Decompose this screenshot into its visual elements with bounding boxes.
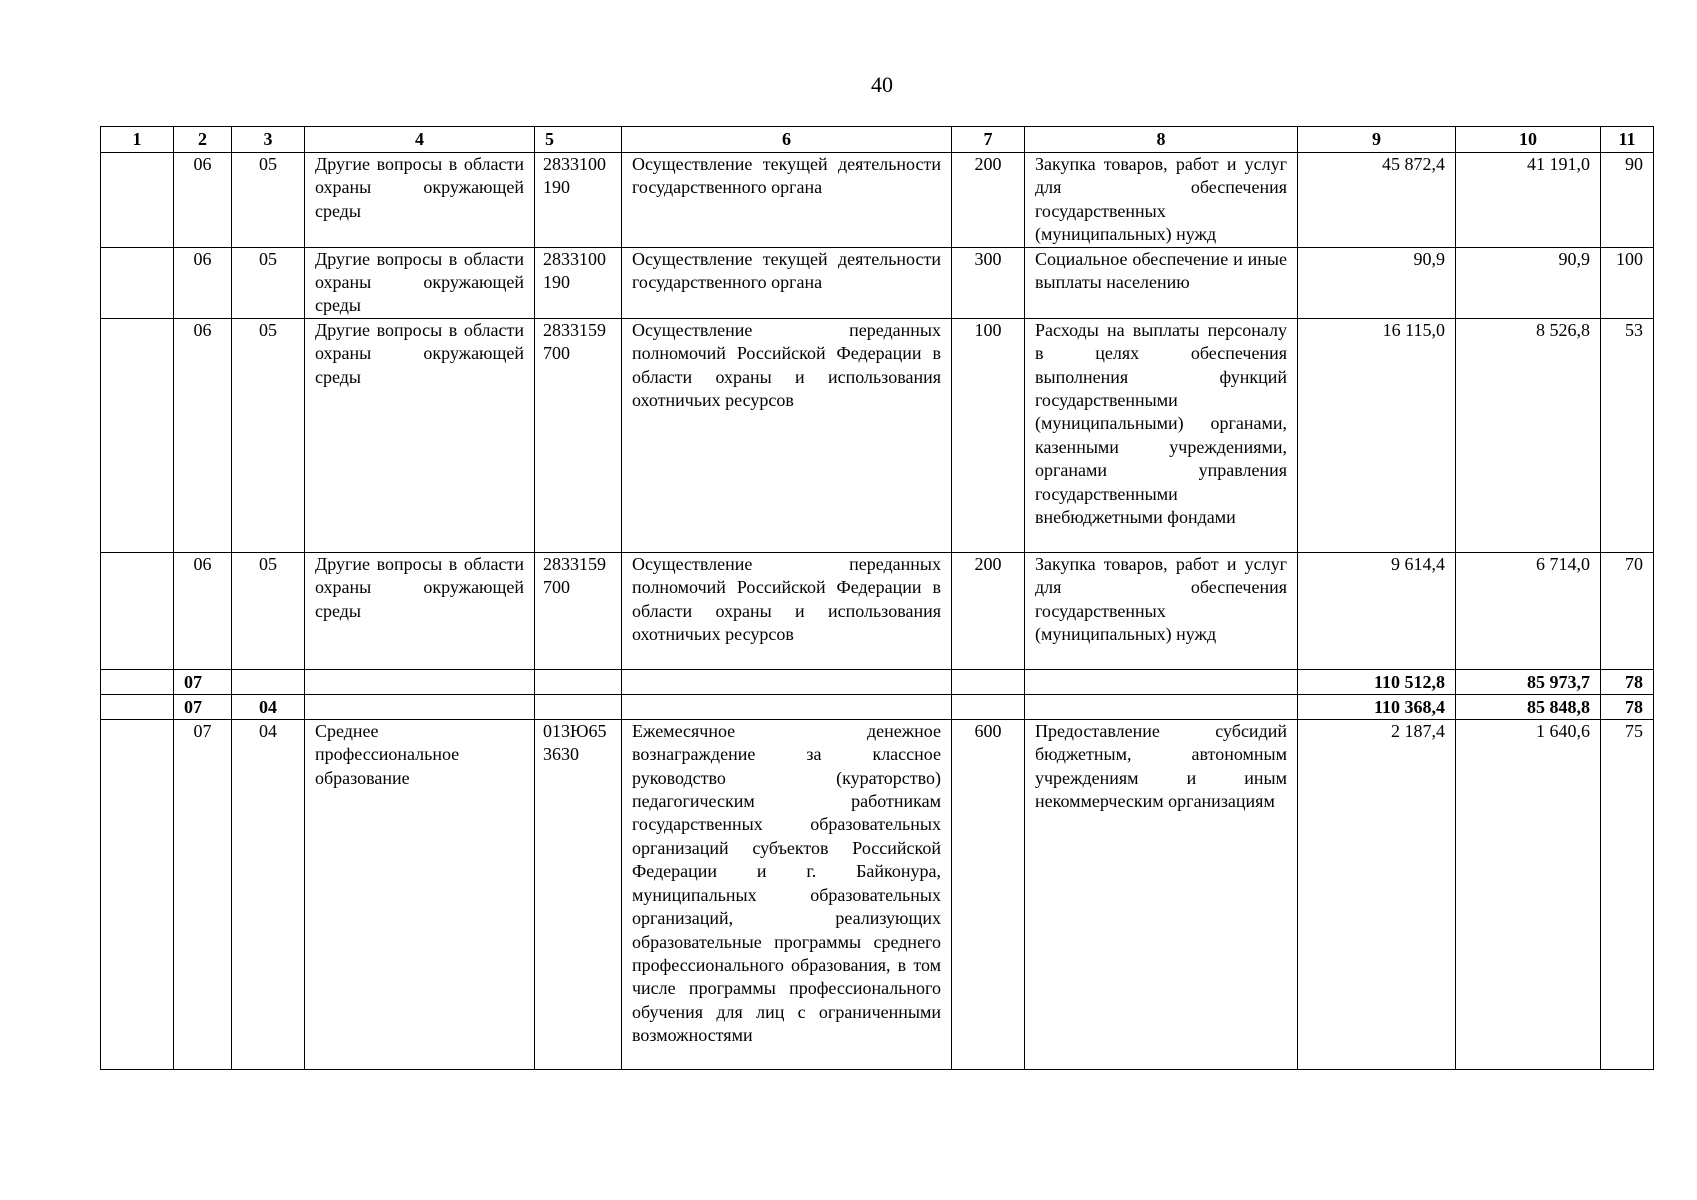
cell-subsection-name: Другие вопросы в области охраны окружающей среды: [305, 153, 535, 248]
cell-expense-type: [952, 669, 1025, 694]
cell-subsection-name: [305, 669, 535, 694]
cell-target-code: 2833100190: [535, 247, 622, 318]
table-row: [101, 719, 1654, 1069]
cell-subsection: 05: [232, 247, 305, 318]
cell-purpose: Осуществление текущей деятельности государственного органа: [622, 153, 952, 248]
cell-purpose: Осуществление переданных полномочий Российской Федерации в области охраны и использования охотничьих ресурсов: [622, 552, 952, 669]
table-row: [101, 318, 1654, 552]
cell-expense-name: [1025, 694, 1298, 719]
column-header: 1: [101, 127, 174, 153]
cell-planned: 110 368,4: [1298, 694, 1456, 719]
column-header: 10: [1456, 127, 1601, 153]
cell-purpose: Осуществление переданных полномочий Российской Федерации в области охраны и использования охотничьих ресурсов: [622, 318, 952, 552]
cell-percent: 78: [1601, 694, 1654, 719]
cell-col1: [101, 247, 174, 318]
cell-subsection-name: Среднее профессиональное образование: [305, 719, 535, 1069]
cell-purpose: [622, 669, 952, 694]
cell-col1: [101, 669, 174, 694]
cell-section: 07: [174, 694, 232, 719]
cell-percent: 90: [1601, 153, 1654, 248]
cell-col1: [101, 694, 174, 719]
cell-expense-type: 200: [952, 552, 1025, 669]
cell-section: 06: [174, 552, 232, 669]
column-header: 3: [232, 127, 305, 153]
cell-executed: 6 714,0: [1456, 552, 1601, 669]
cell-expense-type: 100: [952, 318, 1025, 552]
cell-planned: 110 512,8: [1298, 669, 1456, 694]
table-row: [101, 247, 1654, 318]
cell-executed: 85 848,8: [1456, 694, 1601, 719]
cell-expense-type: 600: [952, 719, 1025, 1069]
page-number: 40: [871, 72, 893, 97]
cell-planned: 2 187,4: [1298, 719, 1456, 1069]
cell-col1: [101, 719, 174, 1069]
cell-target-code: 2833159700: [535, 552, 622, 669]
cell-subsection-name: Другие вопросы в области охраны окружающей среды: [305, 552, 535, 669]
cell-expense-name: [1025, 669, 1298, 694]
cell-subsection-name: Другие вопросы в области охраны окружающей среды: [305, 247, 535, 318]
cell-purpose: [622, 694, 952, 719]
cell-executed: 8 526,8: [1456, 318, 1601, 552]
cell-section: 06: [174, 153, 232, 248]
cell-col1: [101, 318, 174, 552]
column-header: 7: [952, 127, 1025, 153]
cell-percent: 53: [1601, 318, 1654, 552]
cell-expense-type: 200: [952, 153, 1025, 248]
cell-subsection: 05: [232, 552, 305, 669]
column-header: 6: [622, 127, 952, 153]
cell-target-code: [535, 694, 622, 719]
cell-section: 07: [174, 669, 232, 694]
table-row: [101, 552, 1654, 669]
cell-target-code: [535, 669, 622, 694]
cell-purpose: Осуществление текущей деятельности государственного органа: [622, 247, 952, 318]
cell-col1: [101, 552, 174, 669]
cell-section: 07: [174, 719, 232, 1069]
cell-subsection: 04: [232, 719, 305, 1069]
cell-planned: 90,9: [1298, 247, 1456, 318]
cell-expense-name: Социальное обеспечение и иные выплаты населению: [1025, 247, 1298, 318]
subsection-total-row: [101, 694, 1654, 719]
column-header: 2: [174, 127, 232, 153]
cell-executed: 85 973,7: [1456, 669, 1601, 694]
cell-percent: 70: [1601, 552, 1654, 669]
cell-planned: 45 872,4: [1298, 153, 1456, 248]
cell-expense-name: Закупка товаров, работ и услуг для обеспечения государственных (муниципальных) нужд: [1025, 552, 1298, 669]
cell-expense-name: Предоставление субсидий бюджетным, автономным учреждениям и иным некоммерческим организациям: [1025, 719, 1298, 1069]
cell-expense-type: 300: [952, 247, 1025, 318]
cell-percent: 75: [1601, 719, 1654, 1069]
cell-section: 06: [174, 318, 232, 552]
column-header: 5: [535, 127, 622, 153]
cell-subsection: 04: [232, 694, 305, 719]
cell-percent: 78: [1601, 669, 1654, 694]
table-header-row: [101, 127, 1654, 153]
cell-section: 06: [174, 247, 232, 318]
cell-percent: 100: [1601, 247, 1654, 318]
cell-subsection: 05: [232, 153, 305, 248]
cell-purpose: Ежемесячное денежное вознаграждение за классное руководство (кураторство) педагогическим работникам государственных образовательных организаций субъектов Российской Федерации и г. Байконура, муниципальных образовательных организаций, реализующих образовательные программы среднего профессионального образования, в том числе программы профессионального обучения для лиц с ограниченными возможностями: [622, 719, 952, 1069]
table-row: [101, 153, 1654, 248]
cell-executed: 90,9: [1456, 247, 1601, 318]
column-header: 9: [1298, 127, 1456, 153]
cell-executed: 1 640,6: [1456, 719, 1601, 1069]
cell-subsection-name: Другие вопросы в области охраны окружающей среды: [305, 318, 535, 552]
cell-expense-type: [952, 694, 1025, 719]
cell-target-code: 2833159700: [535, 318, 622, 552]
section-total-row: [101, 669, 1654, 694]
column-header: 4: [305, 127, 535, 153]
column-header: 8: [1025, 127, 1298, 153]
budget-table: [100, 126, 1654, 1070]
cell-target-code: 013Ю653630: [535, 719, 622, 1069]
column-header: 11: [1601, 127, 1654, 153]
cell-planned: 9 614,4: [1298, 552, 1456, 669]
cell-expense-name: Закупка товаров, работ и услуг для обеспечения государственных (муниципальных) нужд: [1025, 153, 1298, 248]
cell-executed: 41 191,0: [1456, 153, 1601, 248]
cell-subsection: 05: [232, 318, 305, 552]
cell-target-code: 2833100190: [535, 153, 622, 248]
cell-subsection-name: [305, 694, 535, 719]
cell-expense-name: Расходы на выплаты персоналу в целях обеспечения выполнения функций государственными (муниципальными) органами, казенными учреждениями, органами управления государственными внебюджетными фондами: [1025, 318, 1298, 552]
cell-col1: [101, 153, 174, 248]
cell-subsection: [232, 669, 305, 694]
cell-planned: 16 115,0: [1298, 318, 1456, 552]
